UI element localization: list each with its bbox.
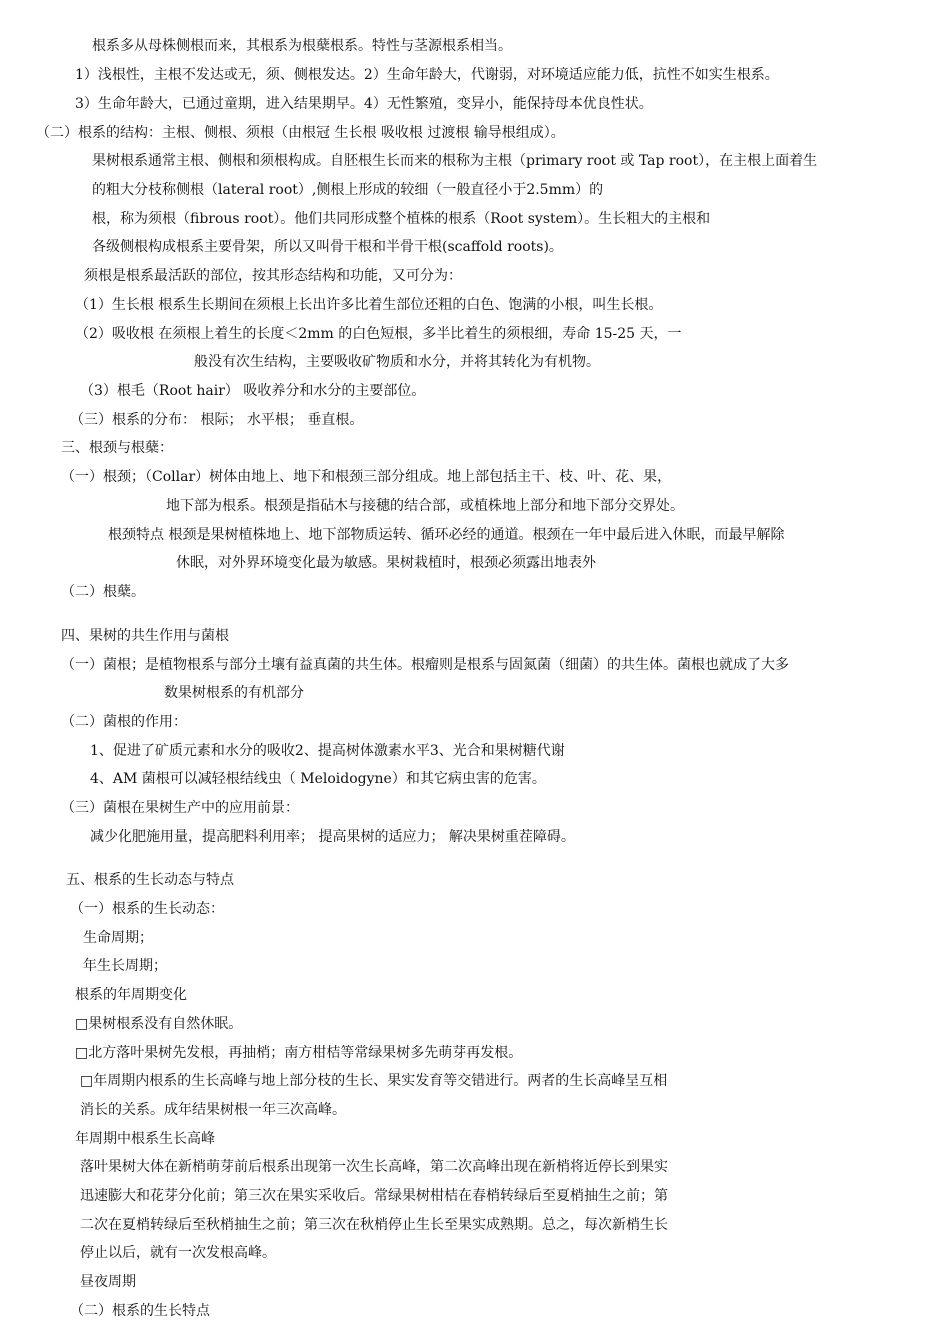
text-line: 根颈特点 根颈是果树植株地上、地下部物质运转、循环必经的通道。根颈在一年中最后进入休眠，而最早解除 [108, 527, 785, 543]
text-line: 须根是根系最活跃的部位，按其形态结构和功能，又可分为： [84, 268, 462, 284]
text-line: 昼夜周期 [80, 1274, 136, 1290]
section-heading: （二）根系的结构：主根、侧根、须根（由根冠 生长根 吸收根 过渡根 输导根组成）。 [36, 125, 565, 141]
checkbox-item: □果树根系没有自然休眠。 [75, 1016, 243, 1032]
section-heading: （三）根系的分布： 根际； 水平根； 垂直根。 [70, 412, 364, 428]
text-line: 根系的年周期变化 [75, 987, 187, 1003]
text-line: （2）吸收根 在须根上着生的长度＜2mm 的白色短根，多半比着生的须根细，寿命 15-25 天，一 [75, 326, 682, 342]
text-line: （3）根毛（Root hair） 吸收养分和水分的主要部位。 [80, 383, 426, 399]
text-line: 1）浅根性，主根不发达或无，须、侧根发达。2）生命年龄大，代谢弱，对环境适应能力低，抗性不如实生根系。 [75, 67, 779, 83]
text-line: 生命周期； [83, 930, 153, 946]
text-line: 休眠，对外界环境变化最为敏感。果树栽植时，根颈必须露出地表外 [176, 555, 596, 571]
text-line: 根系多从母株侧根而来，其根系为根蘖根系。特性与茎源根系相当。 [92, 38, 512, 54]
text-line: 停止以后，就有一次发根高峰。 [80, 1245, 276, 1261]
section-heading: （二）菌根的作用： [61, 714, 187, 730]
section-heading: （三）菌根在果树生产中的应用前景： [61, 800, 299, 816]
checkbox-item: □北方落叶果树先发根，再抽梢；南方柑桔等常绿果树多先萌芽再发根。 [75, 1045, 523, 1061]
section-heading: （二）根系的生长特点 [70, 1303, 210, 1319]
text-line: 年生长周期； [83, 958, 167, 974]
chapter-heading: 四、果树的共生作用与菌根 [61, 628, 229, 644]
text-line: 4、AM 菌根可以减轻根结线虫（ Meloidogyne）和其它病虫害的危害。 [90, 771, 546, 787]
text-line: 果树根系通常主根、侧根和须根构成。自胚根生长而来的根称为主根（primary root 或 Tap root），在主根上面着生 [92, 153, 818, 169]
text-line: 二次在夏梢转绿后至秋梢抽生之前；第三次在秋梢停止生长至果实成熟期。总之，每次新梢生长 [80, 1217, 668, 1233]
checkbox-item: □年周期内根系的生长高峰与地上部分枝的生长、果实发育等交错进行。两者的生长高峰呈互相 [80, 1073, 668, 1089]
text-line: 各级侧根构成根系主要骨架，所以又叫骨干根和半骨干根(scaffold roots)。 [92, 239, 563, 255]
text-line: 的粗大分枝称侧根（lateral root）,侧根上形成的较细（一般直径小于2.5mm）的 [92, 182, 604, 198]
section-heading: （二）根蘖。 [61, 584, 145, 600]
text-line: 根，称为须根（fibrous root）。他们共同形成整个植株的根系（Root system）。生长粗大的主根和 [92, 211, 711, 227]
text-line: 3）生命年龄大，已通过童期，进入结果期早。4）无性繁殖，变异小，能保持母本优良性状。 [75, 96, 653, 112]
text-line: 地下部为根系。根颈是指砧木与接穗的结合部，或植株地上部分和地下部分交界处。 [166, 498, 684, 514]
section-heading: （一）根系的生长动态： [70, 901, 224, 917]
text-line: 数果树根系的有机部分 [164, 685, 304, 701]
section-heading: （一）菌根；是植物根系与部分土壤有益真菌的共生体。根瘤则是根系与固氮菌（细菌）的共生体。菌根也就成了大多 [61, 657, 789, 673]
chapter-heading: 三、根颈与根蘖： [61, 440, 173, 456]
section-heading: （一）根颈；（Collar）树体由地上、地下和根颈三部分组成。地上部包括主干、枝、叶、花、果， [61, 469, 672, 485]
text-line: 1、促进了矿质元素和水分的吸收2、提高树体激素水平3、光合和果树糖代谢 [90, 743, 565, 759]
text-line: 年周期中根系生长高峰 [75, 1131, 215, 1147]
text-line: 迅速膨大和花芽分化前；第三次在果实采收后。常绿果树柑桔在春梢转绿后至夏梢抽生之前；第 [80, 1188, 668, 1204]
text-line: 般没有次生结构，主要吸收矿物质和水分，并将其转化为有机物。 [194, 354, 600, 370]
text-line: （1）生长根 根系生长期间在须根上长出许多比着生部位还粗的白色、饱满的小根，叫生长根。 [75, 297, 663, 313]
chapter-heading: 五、根系的生长动态与特点 [66, 872, 234, 888]
text-line: 落叶果树大体在新梢萌芽前后根系出现第一次生长高峰，第二次高峰出现在新梢将近停长到果实 [80, 1159, 668, 1175]
text-line: 减少化肥施用量，提高肥料利用率； 提高果树的适应力； 解决果树重茬障碍。 [90, 829, 575, 845]
text-line: 消长的关系。成年结果树根一年三次高峰。 [80, 1102, 346, 1118]
